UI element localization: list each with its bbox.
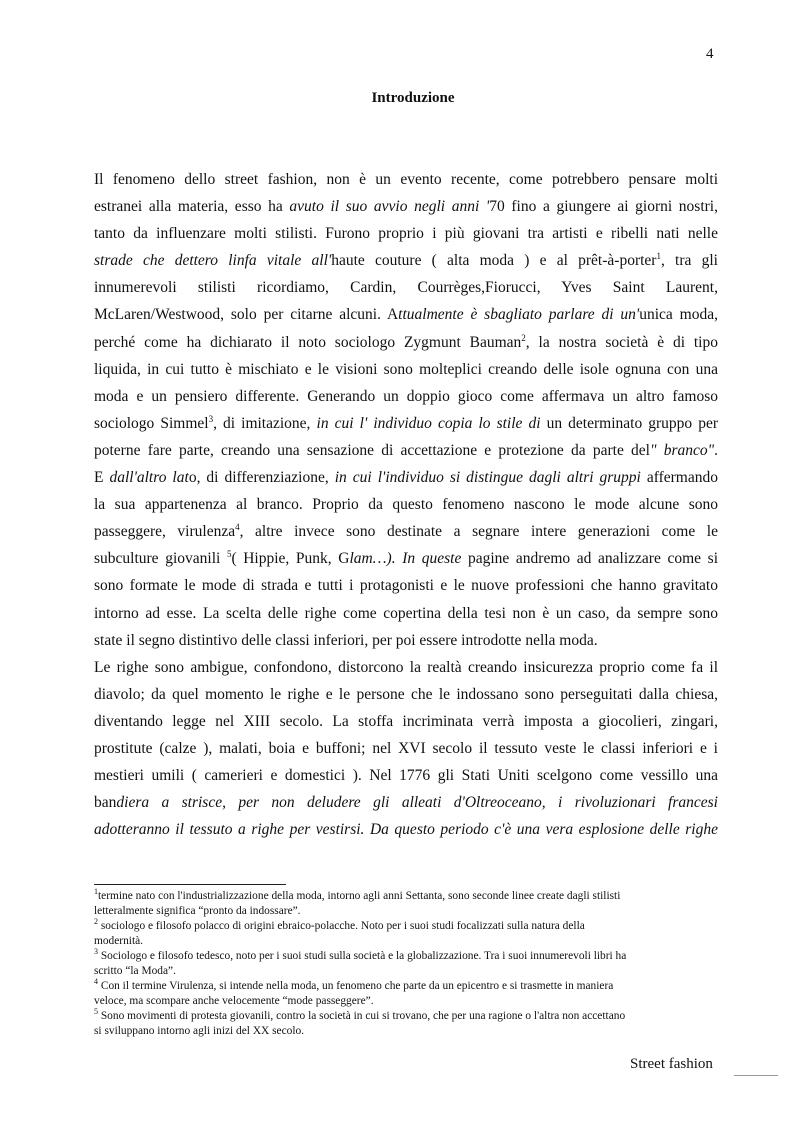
body-line: perché come ha dichiarato il noto sociologo Zygmunt Bauman$^2$, la nostra società è di tipo (94, 332, 718, 351)
body-line: la sua appartenenza al branco. Proprio da questo fenomeno nascono le mode alcune sono (94, 496, 718, 514)
footnote-4-cont: veloce, ma scompare anche velocemente “mode passeggere”. (94, 995, 374, 1007)
body-line: innumerevoli stilisti ricordiamo, Cardin, Courrèges,Fiorucci, Yves Saint Laurent, (94, 279, 718, 297)
body-text (94, 166, 718, 843)
body-line: moda e un pensiero differente. Generando un doppio gioco come affermava un altro famoso (94, 387, 718, 405)
footnote-ref: 4 (235, 522, 240, 533)
body-line: sono formate le mode di strada e tutti i protagonisti e le nuove professioni che hanno gravitato (94, 577, 718, 595)
footnote-4: $^4$ Con il termine Virulenza, si intende nella moda, un fenomeno che parte da un epicentro e si trasmette in maniera (94, 977, 614, 992)
body-line: strade che dettero linfa vitale all'haute couture ( alta moda ) e al prêt-à-porter$^1$, tra gli (94, 251, 718, 270)
body-line: diventando legge nel XIII secolo. La stoffa incriminata verrà imposta a giocolieri, zingari, (94, 712, 718, 730)
body-line: sociologo Simmel$^3$, di imitazione, in cui l' individuo copia lo stile di un determinato gruppo per (94, 413, 719, 432)
body-line: poterne fare parte, creando una sensazione di accettazione e protezione da parte del" branco". (94, 441, 718, 459)
footnote-ref: 2 (521, 332, 526, 343)
page-title: Introduzione (371, 90, 455, 106)
footer-title: Street fashion (630, 1056, 713, 1072)
body-line: Le righe sono ambigue, confondono, distorcono la realtà creando insicurezza proprio come fa il (94, 658, 718, 676)
body-line: prostitute (calze ), malati, boia e buffoni; nel XVI secolo il tessuto veste le classi inferiori e i (94, 739, 718, 757)
body-line: liquida, in cui tutto è mischiato e le visioni sono molteplici creando delle isole ognuna con una (94, 360, 718, 378)
page-number: 4 (706, 46, 714, 62)
body-line: subculture giovanili $^5$( Hippie, Punk, Glam…). In queste pagine andremo ad analizzare come si (94, 549, 719, 568)
body-line: intorno ad esse. La scelta delle righe come copertina della tesi non è un caso, da sempre sono (94, 604, 718, 622)
footnote-5: $^5$ Sono movimenti di protesta giovanili, contro la società in cui si trovano, che per una ragione o l'altra non accettano (94, 1007, 626, 1022)
footnotes (94, 889, 718, 1039)
body-line: Il fenomeno dello street fashion, non è un evento recente, come potrebbero pensare molti (94, 171, 718, 188)
footnote-3-cont: scritto “la Moda”. (94, 965, 176, 977)
footnote-5-cont: si sviluppano intorno agli inizi del XX secolo. (94, 1025, 305, 1037)
footnote-1: $^1$termine nato con l'industrializzazione della moda, intorno agli anni Settanta, sono seconde linee create dagli stilisti (94, 887, 621, 902)
footnote-ref: 5 (226, 549, 232, 560)
body-line: E dall'altro lato, di differenziazione, in cui l'individuo si distingue dagli altri gruppi affermando (94, 469, 718, 487)
footnote-separator (94, 884, 286, 885)
body-line: bandiera a strisce, per non deludere gli alleati d'Oltreoceano, i rivoluzionari francesi (94, 794, 718, 812)
footnote-3: $^3$ Sociologo e filosofo tedesco, noto per i suoi studi sulla società e la globalizzazione. Tra i suoi innumerevoli libri ha (94, 947, 627, 962)
footnote-2-cont: modernità. (94, 935, 144, 947)
body-line: McLaren/Westwood, solo per citarne alcuni. Attualmente è sbagliato parlare di un'unica moda, (94, 306, 718, 324)
footnote-2: $^2$ sociologo e filosofo polacco di origini ebraico-polacche. Noto per i suoi studi focalizzati sulla natura della (94, 917, 585, 932)
body-line: tanto da influenzare molti stilisti. Furono proprio i più giovani tra artisti e ribelli nati nelle (94, 225, 718, 243)
body-line: estranei alla materia, esso ha avuto il suo avvio negli anni '70 fino a giungere ai giorni nostri, (94, 198, 718, 216)
footnote-ref: 3 (208, 413, 214, 424)
footnote-ref: 1 (656, 251, 661, 262)
body-line: passeggere, virulenza$^4$, altre invece sono destinate a segnare intere generazioni come le (94, 522, 718, 541)
body-line: adotteranno il tessuto a righe per vestirsi. Da questo periodo c'è una vera esplosione delle righe (94, 821, 718, 839)
body-line: diavolo; da quel momento le righe e le persone che le indossano sono perseguitati dalla chiesa, (94, 685, 718, 703)
body-line: mestieri umili ( camerieri e domestici ). Nel 1776 gli Stati Uniti scelgono come vessillo una (94, 767, 718, 785)
footnote-1-cont: letteralmente significa “pronto da indossare”. (94, 905, 301, 917)
footer-rule (734, 1075, 778, 1076)
body-line: state il segno distintivo delle classi inferiori, per poi essere introdotte nella moda. (94, 631, 598, 649)
